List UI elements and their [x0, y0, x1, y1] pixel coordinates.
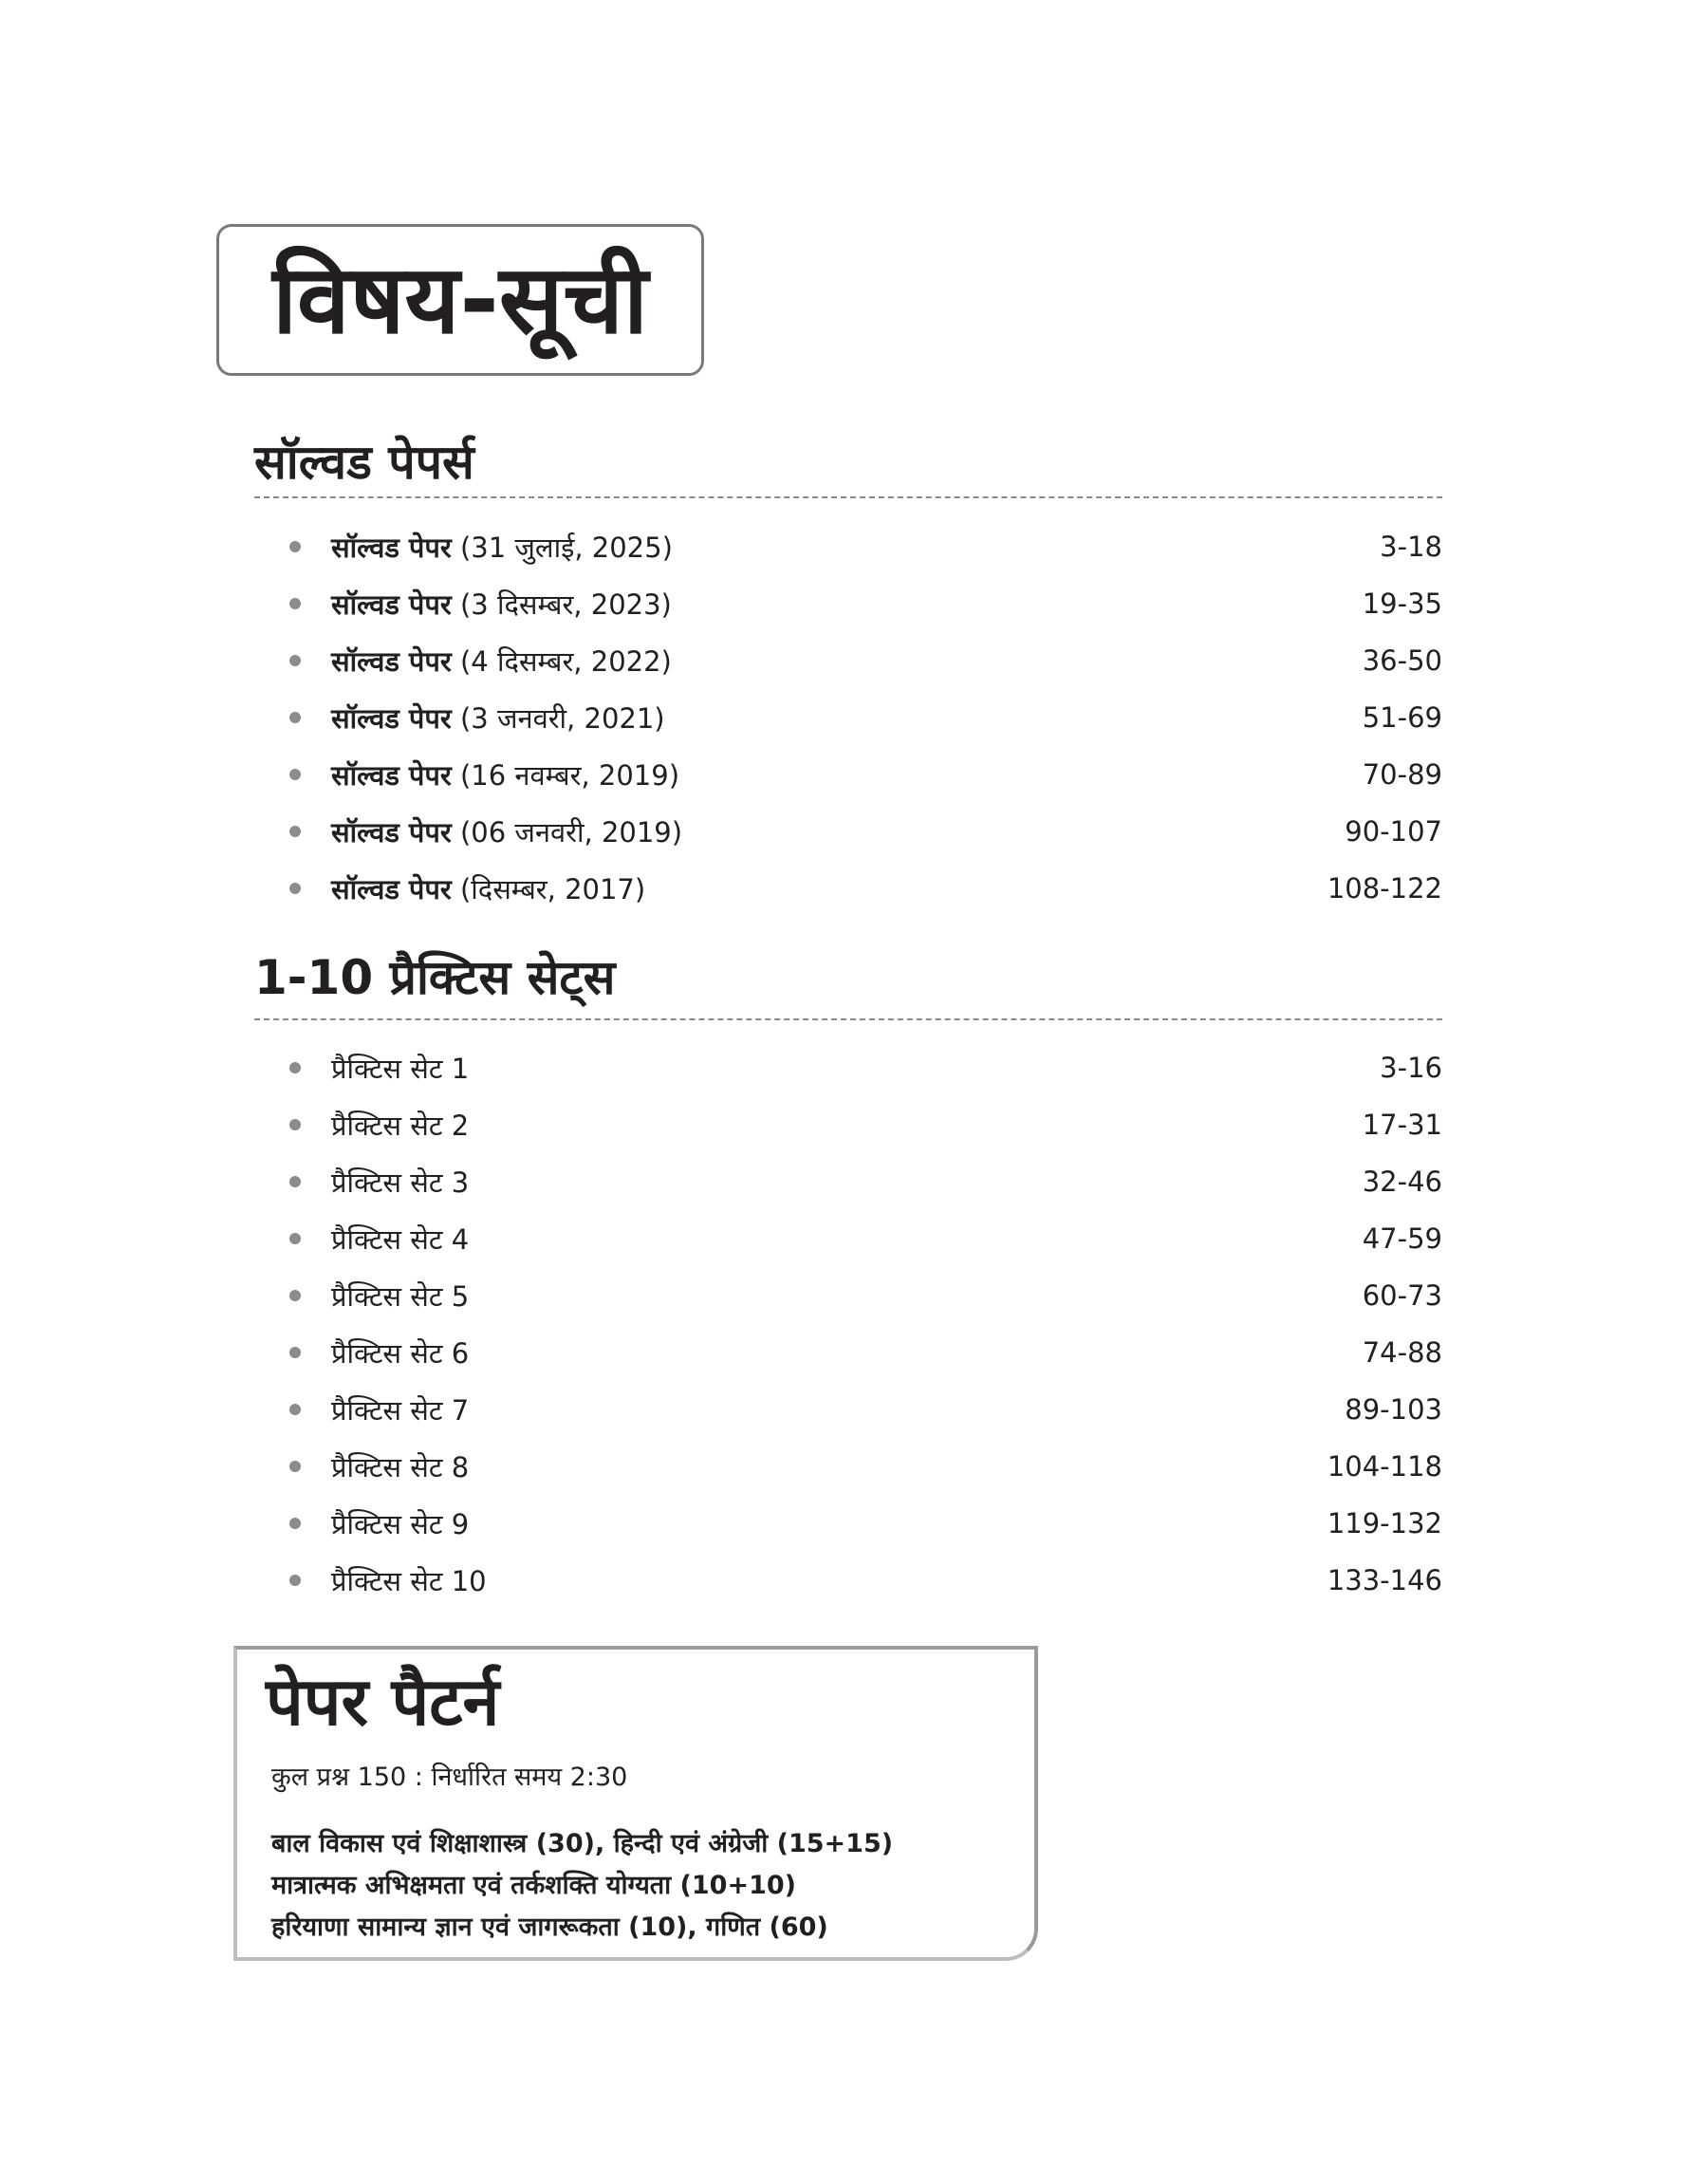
entry-pages: 70-89 — [1362, 758, 1442, 791]
solved-paper-entry[interactable] — [289, 580, 1442, 627]
bullet-icon — [289, 712, 301, 723]
solved-paper-entry[interactable] — [289, 751, 1442, 798]
paper-pattern-line: बाल विकास एवं शिक्षाशास्त्र (30), हिन्दी एवं अंग्रेजी (15+15) — [271, 1829, 894, 1858]
entry-title: प्रैक्टिस सेट 4 — [331, 1222, 470, 1256]
entry-pages: 119-132 — [1327, 1507, 1442, 1539]
solved-paper-entry[interactable] — [289, 694, 1442, 741]
entry-title: सॉल्वड पेपर (3 जनवरी, 2021) — [331, 701, 665, 735]
practice-set-entry[interactable] — [289, 1272, 1442, 1319]
practice-set-entry[interactable] — [289, 1557, 1442, 1604]
bullet-icon — [289, 1062, 301, 1073]
bullet-icon — [289, 1119, 301, 1130]
entry-pages: 74-88 — [1362, 1336, 1442, 1369]
paper-pattern-line: हरियाणा सामान्य ज्ञान एवं जागरूकता (10), गणित (60) — [271, 1912, 828, 1942]
entry-pages: 32-46 — [1362, 1166, 1442, 1198]
bullet-icon — [289, 1518, 301, 1529]
solved-paper-entry[interactable] — [289, 808, 1442, 855]
bullet-icon — [289, 769, 301, 780]
page-title: विषय-सूची — [272, 244, 648, 355]
entry-pages: 104-118 — [1327, 1450, 1442, 1483]
section-divider — [254, 496, 1442, 498]
practice-set-entry[interactable] — [289, 1101, 1442, 1148]
bullet-icon — [289, 1290, 301, 1301]
entry-title: प्रैक्टिस सेट 6 — [331, 1336, 470, 1370]
solved-papers-heading: सॉल्वड पेपर्स — [254, 435, 474, 490]
entry-pages: 3-18 — [1380, 531, 1442, 563]
bullet-icon — [289, 1233, 301, 1244]
entry-pages: 36-50 — [1362, 644, 1442, 677]
entry-title: प्रैक्टिस सेट 7 — [331, 1393, 470, 1427]
practice-sets-heading: 1-10 प्रैक्टिस सेट्स — [254, 950, 616, 1005]
entry-title: प्रैक्टिस सेट 8 — [331, 1450, 470, 1483]
paper-pattern-title: पेपर पैटर्न — [266, 1663, 500, 1741]
paper-pattern-line: मात्रात्मक अभिक्षमता एवं तर्कशक्ति योग्यता (10+10) — [271, 1871, 797, 1900]
entry-pages: 3-16 — [1380, 1052, 1442, 1084]
paper-pattern-summary: कुल प्रश्न 150 : निर्धारित समय 2:30 — [271, 1763, 628, 1792]
entry-pages: 51-69 — [1362, 701, 1442, 734]
entry-title: प्रैक्टिस सेट 2 — [331, 1109, 470, 1142]
entry-title: प्रैक्टिस सेट 1 — [331, 1052, 470, 1085]
bullet-icon — [289, 1347, 301, 1358]
bullet-icon — [289, 1176, 301, 1187]
bullet-icon — [289, 598, 301, 609]
entry-title: प्रैक्टिस सेट 9 — [331, 1507, 470, 1540]
page-title-box — [216, 224, 704, 376]
section-divider — [254, 1018, 1442, 1020]
entry-title: सॉल्वड पेपर (06 जनवरी, 2019) — [331, 815, 683, 849]
entry-title: प्रैक्टिस सेट 10 — [331, 1564, 487, 1597]
paper-pattern-box — [233, 1646, 1038, 1961]
entry-pages: 17-31 — [1362, 1109, 1442, 1141]
entry-title: सॉल्वड पेपर (दिसम्बर, 2017) — [331, 872, 646, 905]
bullet-icon — [289, 1404, 301, 1415]
practice-set-entry[interactable] — [289, 1500, 1442, 1547]
bullet-icon — [289, 1575, 301, 1586]
practice-set-entry[interactable] — [289, 1215, 1442, 1262]
practice-set-entry[interactable] — [289, 1329, 1442, 1376]
entry-title: सॉल्वड पेपर (16 नवम्बर, 2019) — [331, 758, 680, 792]
bullet-icon — [289, 883, 301, 894]
entry-pages: 133-146 — [1327, 1564, 1442, 1596]
entry-title: सॉल्वड पेपर (31 जुलाई, 2025) — [331, 531, 673, 564]
entry-pages: 60-73 — [1362, 1279, 1442, 1312]
bullet-icon — [289, 655, 301, 666]
practice-set-entry[interactable] — [289, 1044, 1442, 1092]
bullet-icon — [289, 826, 301, 837]
practice-set-entry[interactable] — [289, 1443, 1442, 1490]
solved-paper-entry[interactable] — [289, 637, 1442, 684]
entry-pages: 108-122 — [1327, 872, 1442, 905]
entry-title: सॉल्वड पेपर (4 दिसम्बर, 2022) — [331, 644, 672, 678]
practice-set-entry[interactable] — [289, 1386, 1442, 1433]
entry-title: सॉल्वड पेपर (3 दिसम्बर, 2023) — [331, 588, 672, 621]
bullet-icon — [289, 541, 301, 552]
entry-pages: 47-59 — [1362, 1222, 1442, 1255]
bullet-icon — [289, 1461, 301, 1472]
entry-title: प्रैक्टिस सेट 3 — [331, 1166, 470, 1199]
practice-set-entry[interactable] — [289, 1158, 1442, 1205]
entry-pages: 19-35 — [1362, 588, 1442, 620]
entry-pages: 90-107 — [1345, 815, 1442, 848]
entry-title: प्रैक्टिस सेट 5 — [331, 1279, 470, 1313]
entry-pages: 89-103 — [1345, 1393, 1442, 1426]
solved-paper-entry[interactable] — [289, 865, 1442, 912]
solved-paper-entry[interactable] — [289, 523, 1442, 570]
